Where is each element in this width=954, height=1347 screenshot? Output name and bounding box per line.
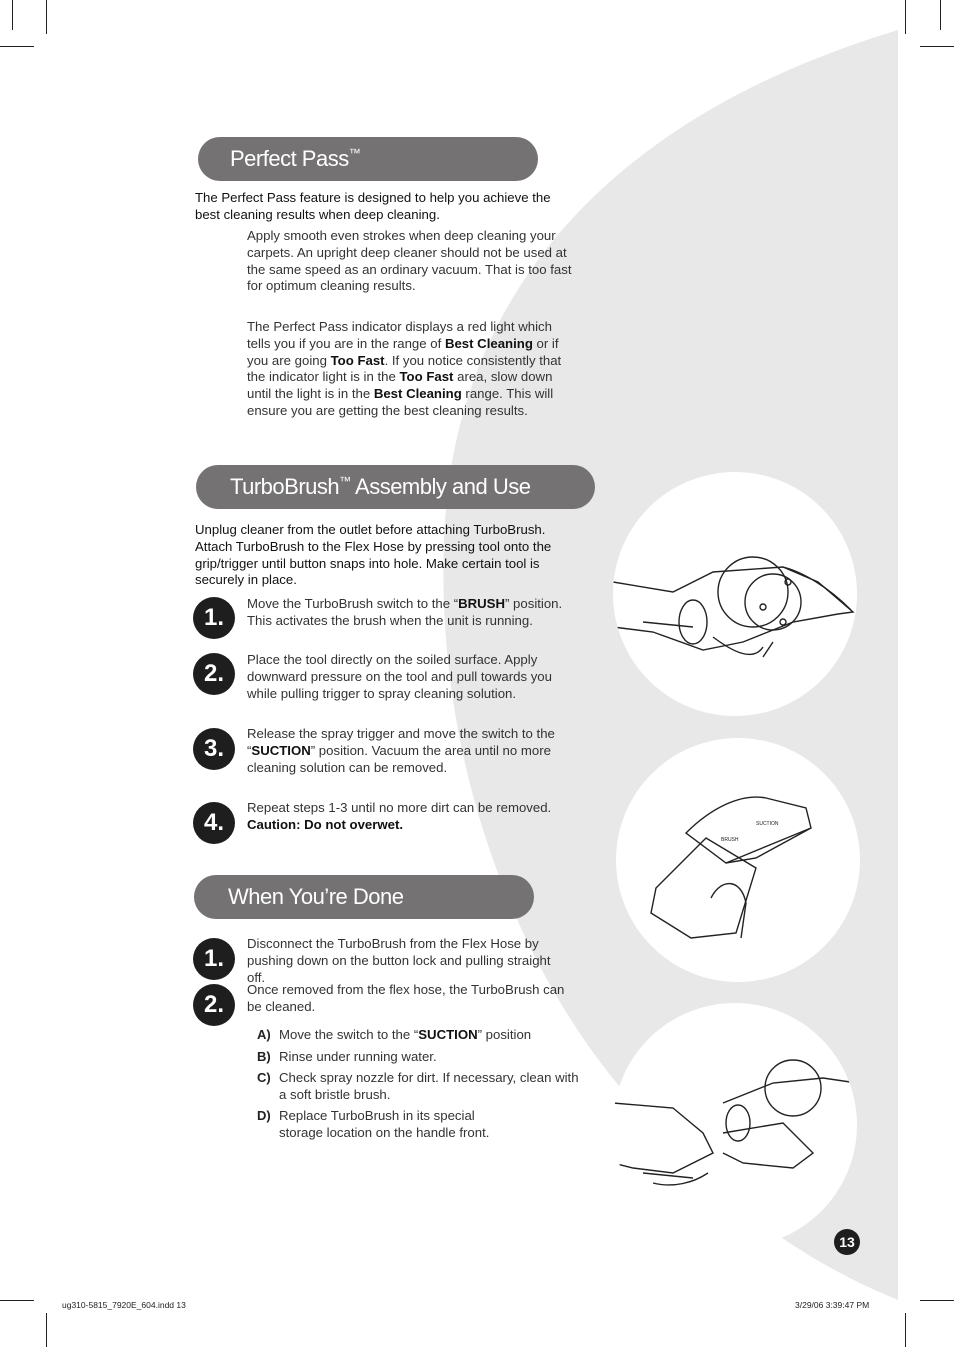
illustration-attach-tool <box>613 472 857 716</box>
perfect-pass-paragraph-2: The Perfect Pass indicator displays a red light which tells you if you are in the range of Best Cleaning or if you are going Too Fast. If you notice consistently that the indicator light is in the Too Fast area, slow down until the light is in the Best Cleaning range. This will ensure you are getting the best cleaning results. <box>247 319 562 418</box>
step-badge-1: 1. <box>193 597 235 639</box>
when-done-heading: When You’re Done <box>194 875 534 919</box>
step-badge-4: 4. <box>193 802 235 844</box>
turbobrush-intro: Unplug cleaner from the outlet before attaching TurboBrush. Attach TurboBrush to the Flex Hose by pressing tool onto the grip/trigger until button snaps into hole. Make certain tool is securely in place. <box>195 522 552 588</box>
illustration-turbobrush-tool <box>616 738 860 982</box>
turbobrush-step-2: Place the tool directly on the soiled surface. Apply downward pressure on the tool and pull towards you while pulling trigger to spray cleaning solution. <box>247 652 552 701</box>
perfect-pass-heading: Perfect Pass™ <box>198 137 538 181</box>
done-step-1: Disconnect the TurboBrush from the Flex Hose by pushing down on the button lock and pulling straight off. <box>247 936 551 985</box>
perfect-pass-paragraph-1: Apply smooth even strokes when deep cleaning your carpets. An upright deep cleaner should not be used at the same speed as an ordinary vacuum. That is too fast for optimum cleaning results. <box>247 228 572 294</box>
sub-label-b: B) <box>257 1049 271 1064</box>
turbobrush-heading: TurboBrush™ Assembly and Use <box>196 465 595 509</box>
done-badge-2: 2. <box>193 984 235 1026</box>
slug-file: ug310-5815_7920E_604.indd 13 <box>62 1300 186 1310</box>
sub-item-b: Rinse under running water. <box>279 1049 437 1064</box>
step-badge-2: 2. <box>193 653 235 695</box>
turbobrush-step-1: Move the TurboBrush switch to the “BRUSH” position. This activates the brush when the unit is running. <box>247 596 563 628</box>
done-step-2: Once removed from the flex hose, the TurboBrush can be cleaned. <box>247 982 565 1014</box>
sub-label-d: D) <box>257 1108 271 1123</box>
sub-label-a: A) <box>257 1027 271 1042</box>
done-badge-1: 1. <box>193 938 235 980</box>
perfect-pass-intro: The Perfect Pass feature is designed to help you achieve the best cleaning results when deep cleaning. <box>195 190 551 222</box>
turbobrush-step-3: Release the spray trigger and move the switch to the “SUCTION” position. Vacuum the area until no more cleaning solution can be removed. <box>247 726 555 775</box>
illustration-remove-tool <box>613 1003 857 1247</box>
turbobrush-step-4: Repeat steps 1-3 until no more dirt can be removed. Caution: Do not overwet. <box>247 800 552 832</box>
slug-timestamp: 3/29/06 3:39:47 PM <box>795 1300 870 1310</box>
step-badge-3: 3. <box>193 728 235 770</box>
sub-label-c: C) <box>257 1070 271 1085</box>
sub-item-c: Check spray nozzle for dirt. If necessary, clean with a soft bristle brush. <box>279 1070 579 1102</box>
svg-text:BRUSH: BRUSH <box>721 837 739 843</box>
sub-item-a: Move the switch to the “SUCTION” position <box>279 1027 532 1042</box>
page-number: 13 <box>834 1229 860 1255</box>
svg-text:SUCTION: SUCTION <box>756 821 779 827</box>
sub-item-d: Replace TurboBrush in its special storage location on the handle front. <box>279 1108 490 1140</box>
